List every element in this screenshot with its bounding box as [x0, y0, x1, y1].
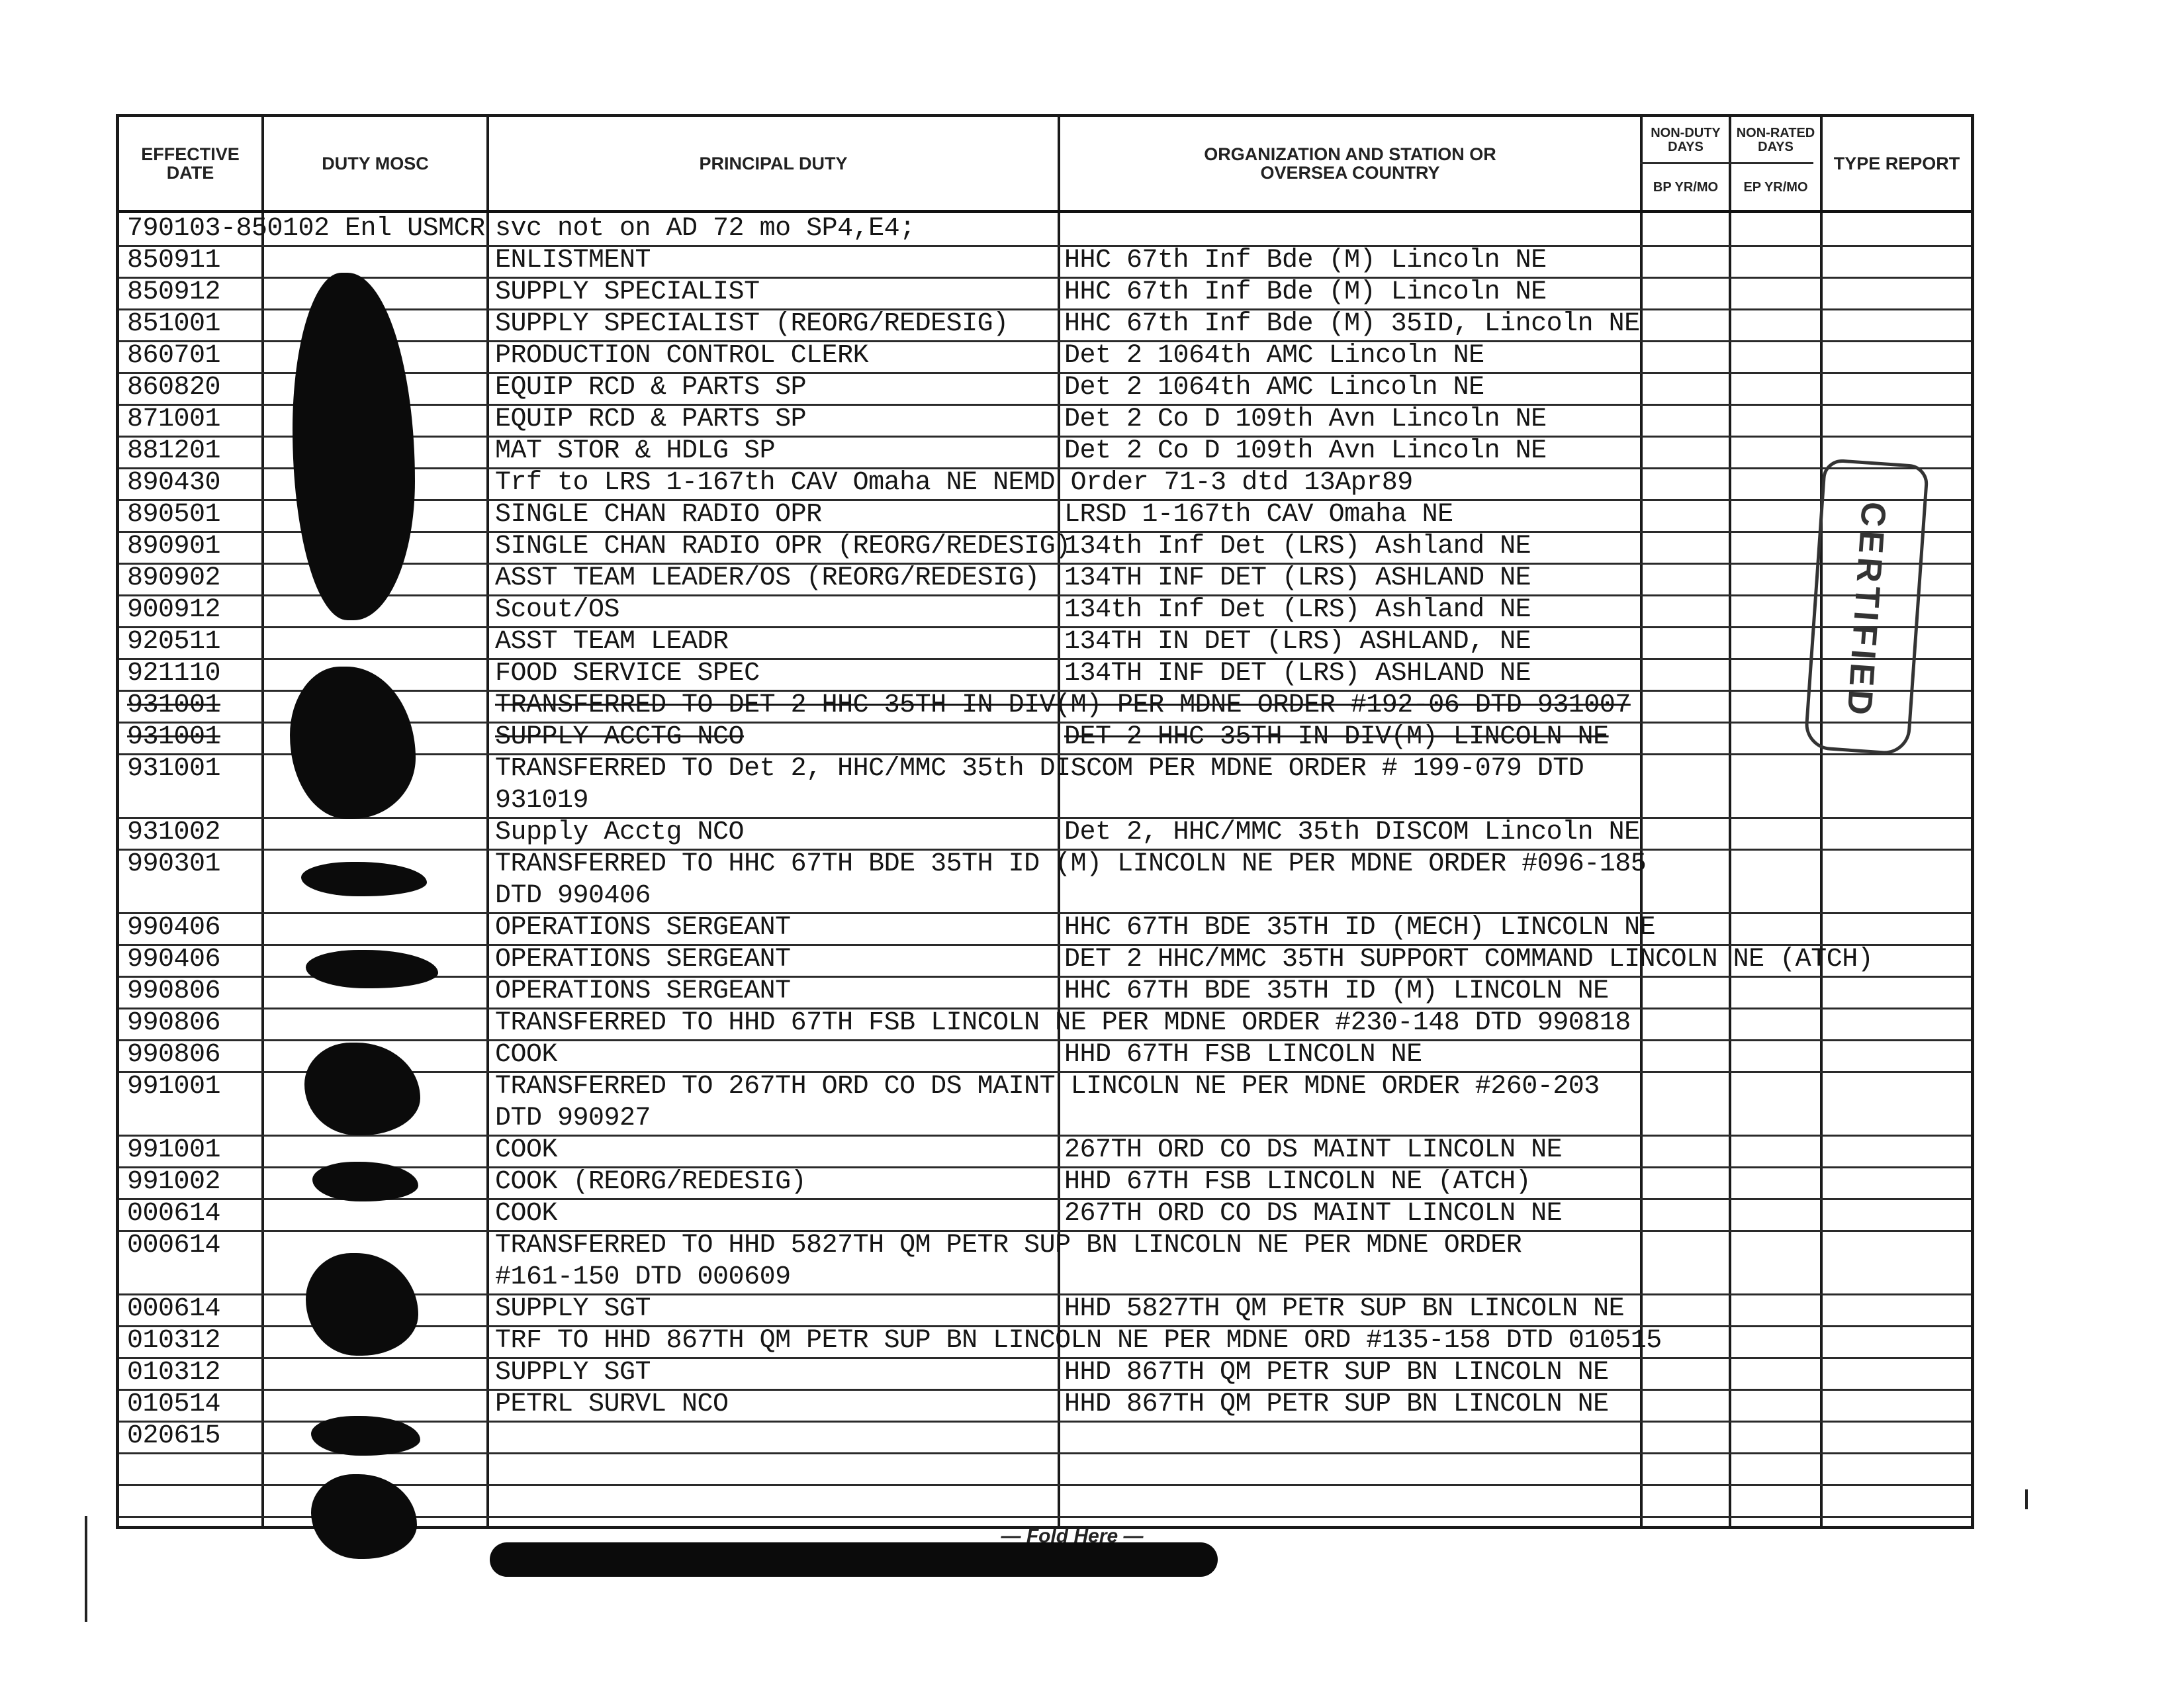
row-principal-duty: SINGLE CHAN RADIO OPR [495, 500, 822, 530]
certification-stamp: CERTIFIED [1803, 458, 1929, 756]
row-organization: LRSD 1-167th CAV Omaha NE [1064, 500, 1453, 530]
row-organization: Det 2 Co D 109th Avn Lincoln NE [1064, 436, 1547, 466]
row-principal-duty: Trf to LRS 1-167th CAV Omaha NE NEMD Order 71-3 dtd 13Apr89 [495, 468, 1413, 498]
row-principal-duty: svc not on AD 72 mo SP4,E4; [495, 214, 915, 244]
row-principal-duty: COOK [495, 1040, 558, 1070]
row-divider [119, 1135, 1971, 1137]
row-divider [119, 308, 1971, 310]
row-principal-duty: TRF TO HHD 867TH QM PETR SUP BN LINCOLN NE PER MDNE ORD #135-158 DTD 010515 [495, 1326, 1662, 1356]
row-principal-duty: TRANSFERRED TO HHD 67TH FSB LINCOLN NE PER MDNE ORDER #230-148 DTD 990818 [495, 1008, 1631, 1038]
row-principal-duty: OPERATIONS SERGEANT [495, 945, 791, 974]
row-principal-duty: ENLISTMENT [495, 246, 651, 275]
row-principal-duty: PRODUCTION CONTROL CLERK [495, 341, 869, 371]
header-type-report: TYPE REPORT [1833, 153, 1960, 173]
row-effective-date: 990406 [127, 945, 221, 974]
row-principal-duty-continued: DTD 990927 [495, 1103, 651, 1133]
row-organization: HHD 867TH QM PETR SUP BN LINCOLN NE [1064, 1358, 1609, 1387]
row-effective-date: 850911 [127, 246, 221, 275]
row-organization: 134TH INF DET (LRS) ASHLAND NE [1064, 659, 1531, 688]
row-effective-date: 881201 [127, 436, 221, 466]
row-effective-date: 990806 [127, 1040, 221, 1070]
row-organization: HHC 67TH BDE 35TH ID (MECH) LINCOLN NE [1064, 913, 1656, 943]
row-principal-duty: EQUIP RCD & PARTS SP [495, 373, 807, 402]
header-non-rated-sub: EP YR/MO [1743, 179, 1808, 195]
row-effective-date: 931001 [127, 722, 221, 752]
row-principal-duty: TRANSFERRED TO HHD 5827TH QM PETR SUP BN LINCOLN NE PER MDNE ORDER [495, 1231, 1522, 1260]
header-subdivider [1640, 162, 1813, 164]
row-organization: Det 2 1064th AMC Lincoln NE [1064, 341, 1484, 371]
row-principal-duty: ASST TEAM LEADR [495, 627, 729, 657]
row-principal-duty: SUPPLY SGT [495, 1358, 651, 1387]
row-principal-duty: SUPPLY SGT [495, 1294, 651, 1324]
row-organization: Det 2, HHC/MMC 35th DISCOM Lincoln NE [1064, 818, 1640, 847]
row-effective-date: 860701 [127, 341, 221, 371]
redaction-mark [311, 1474, 417, 1559]
row-organization: HHC 67TH BDE 35TH ID (M) LINCOLN NE [1064, 976, 1609, 1006]
row-principal-duty: SUPPLY ACCTG NCO [495, 722, 745, 752]
column-divider [1640, 117, 1643, 1526]
row-principal-duty: PETRL SURVL NCO [495, 1389, 729, 1419]
scan-artifact [85, 1516, 87, 1622]
row-organization: HHD 67TH FSB LINCOLN NE [1064, 1040, 1422, 1070]
row-principal-duty: OPERATIONS SERGEANT [495, 913, 791, 943]
row-effective-date: 850912 [127, 277, 221, 307]
header-effective-date: EFFECTIVE DATE [141, 144, 240, 183]
header-organization: ORGANIZATION AND STATION OR OVERSEA COUNTRY [1204, 144, 1496, 183]
row-divider [119, 277, 1971, 279]
row-organization: Det 2 1064th AMC Lincoln NE [1064, 373, 1484, 402]
row-organization: 134TH INF DET (LRS) ASHLAND NE [1064, 563, 1531, 593]
redaction-mark [306, 950, 438, 988]
row-organization: Det 2 Co D 109th Avn Lincoln NE [1064, 404, 1547, 434]
fold-here-label: — Fold Here — [1001, 1525, 1144, 1547]
row-principal-duty: TRANSFERRED TO 267TH ORD CO DS MAINT LINCOLN NE PER MDNE ORDER #260-203 [495, 1072, 1600, 1102]
row-effective-date: 991001 [127, 1072, 221, 1102]
row-effective-date: 890901 [127, 532, 221, 561]
row-effective-date: 931001 [127, 690, 221, 720]
row-effective-date: 790103-850102 Enl USMCR [127, 214, 485, 244]
row-principal-duty: TRANSFERRED TO DET 2 HHC 35TH IN DIV(M) PER MDNE ORDER #192-06 DTD 931007 [495, 690, 1631, 720]
row-divider [119, 245, 1971, 247]
header-duty-mosc: DUTY MOSC [322, 153, 429, 173]
row-organization: HHD 867TH QM PETR SUP BN LINCOLN NE [1064, 1389, 1609, 1419]
row-effective-date: 990406 [127, 913, 221, 943]
row-effective-date: 020615 [127, 1421, 221, 1451]
row-principal-duty: Scout/OS [495, 595, 620, 625]
column-divider [261, 117, 264, 1526]
row-divider [119, 912, 1971, 914]
redaction-mark [306, 1253, 418, 1356]
row-principal-duty: TRANSFERRED TO HHC 67TH BDE 35TH ID (M) LINCOLN NE PER MDNE ORDER #096-185 [495, 849, 1647, 879]
row-effective-date: 990806 [127, 976, 221, 1006]
row-principal-duty: SUPPLY SPECIALIST (REORG/REDESIG) [495, 309, 1009, 339]
row-effective-date: 931002 [127, 818, 221, 847]
column-divider [1729, 117, 1731, 1526]
row-effective-date: 920511 [127, 627, 221, 657]
row-principal-duty-continued: #161-150 DTD 000609 [495, 1262, 791, 1292]
row-effective-date: 010312 [127, 1326, 221, 1356]
row-organization: 134th Inf Det (LRS) Ashland NE [1064, 532, 1531, 561]
row-divider [119, 1389, 1971, 1391]
column-divider [1058, 117, 1060, 1526]
row-effective-date: 991002 [127, 1167, 221, 1197]
row-effective-date: 860820 [127, 373, 221, 402]
row-effective-date: 851001 [127, 309, 221, 339]
row-effective-date: 900912 [127, 595, 221, 625]
row-divider [119, 658, 1971, 660]
row-divider [119, 626, 1971, 628]
row-organization: HHC 67th Inf Bde (M) Lincoln NE [1064, 246, 1547, 275]
row-principal-duty: MAT STOR & HDLG SP [495, 436, 776, 466]
header-rule [119, 210, 1971, 213]
row-principal-duty: TRANSFERRED TO Det 2, HHC/MMC 35th DISCOM PER MDNE ORDER # 199-079 DTD [495, 754, 1584, 784]
redaction-mark [304, 1043, 420, 1135]
row-organization: DET 2 HHC 35TH IN DIV(M) LINCOLN NE [1064, 722, 1609, 752]
row-effective-date: 931001 [127, 754, 221, 784]
row-organization: HHC 67th Inf Bde (M) Lincoln NE [1064, 277, 1547, 307]
scan-artifact [2025, 1489, 2028, 1509]
row-principal-duty-continued: 931019 [495, 786, 589, 816]
column-divider [1820, 117, 1823, 1526]
row-effective-date: 890902 [127, 563, 221, 593]
row-principal-duty: COOK [495, 1135, 558, 1165]
row-principal-duty-continued: DTD 990406 [495, 881, 651, 911]
row-effective-date: 991001 [127, 1135, 221, 1165]
row-effective-date: 890501 [127, 500, 221, 530]
row-effective-date: 890430 [127, 468, 221, 498]
row-principal-duty: COOK (REORG/REDESIG) [495, 1167, 807, 1197]
column-divider [486, 117, 489, 1526]
row-divider [119, 1039, 1971, 1041]
row-effective-date: 010312 [127, 1358, 221, 1387]
row-principal-duty: COOK [495, 1199, 558, 1229]
service-record-form [116, 114, 1974, 1529]
redaction-mark [301, 862, 427, 896]
row-organization: HHC 67th Inf Bde (M) 35ID, Lincoln NE [1064, 309, 1640, 339]
row-effective-date: 871001 [127, 404, 221, 434]
row-divider [119, 817, 1971, 819]
row-divider [119, 1357, 1971, 1359]
row-effective-date: 000614 [127, 1294, 221, 1324]
row-organization: HHD 67TH FSB LINCOLN NE (ATCH) [1064, 1167, 1531, 1197]
header-principal-duty: PRINCIPAL DUTY [699, 153, 848, 173]
row-effective-date: 990301 [127, 849, 221, 879]
row-principal-duty: ASST TEAM LEADER/OS (REORG/REDESIG) [495, 563, 1040, 593]
row-effective-date: 921110 [127, 659, 221, 688]
row-effective-date: 000614 [127, 1199, 221, 1229]
row-principal-duty: FOOD SERVICE SPEC [495, 659, 760, 688]
row-principal-duty: SINGLE CHAN RADIO OPR (REORG/REDESIG) [495, 532, 1071, 561]
row-organization: DET 2 HHC/MMC 35TH SUPPORT COMMAND LINCOLN NE (ATCH) [1064, 945, 1874, 974]
row-organization: 267TH ORD CO DS MAINT LINCOLN NE [1064, 1135, 1563, 1165]
row-divider [119, 594, 1971, 596]
row-principal-duty: SUPPLY SPECIALIST [495, 277, 760, 307]
header-non-duty-sub: BP YR/MO [1653, 179, 1719, 195]
row-organization: 134th Inf Det (LRS) Ashland NE [1064, 595, 1531, 625]
redaction-mark [293, 273, 415, 620]
row-principal-duty: OPERATIONS SERGEANT [495, 976, 791, 1006]
header-non-rated-days: NON-RATED DAYS [1736, 126, 1815, 154]
row-principal-duty: EQUIP RCD & PARTS SP [495, 404, 807, 434]
row-organization: 267TH ORD CO DS MAINT LINCOLN NE [1064, 1199, 1563, 1229]
row-principal-duty: Supply Acctg NCO [495, 818, 745, 847]
row-organization: HHD 5827TH QM PETR SUP BN LINCOLN NE [1064, 1294, 1625, 1324]
row-divider [119, 1484, 1971, 1486]
row-effective-date: 010514 [127, 1389, 221, 1419]
header-non-duty-days: NON-DUTY DAYS [1651, 126, 1721, 154]
row-divider [119, 1198, 1971, 1200]
row-effective-date: 990806 [127, 1008, 221, 1038]
row-organization: 134TH IN DET (LRS) ASHLAND, NE [1064, 627, 1531, 657]
row-effective-date: 000614 [127, 1231, 221, 1260]
